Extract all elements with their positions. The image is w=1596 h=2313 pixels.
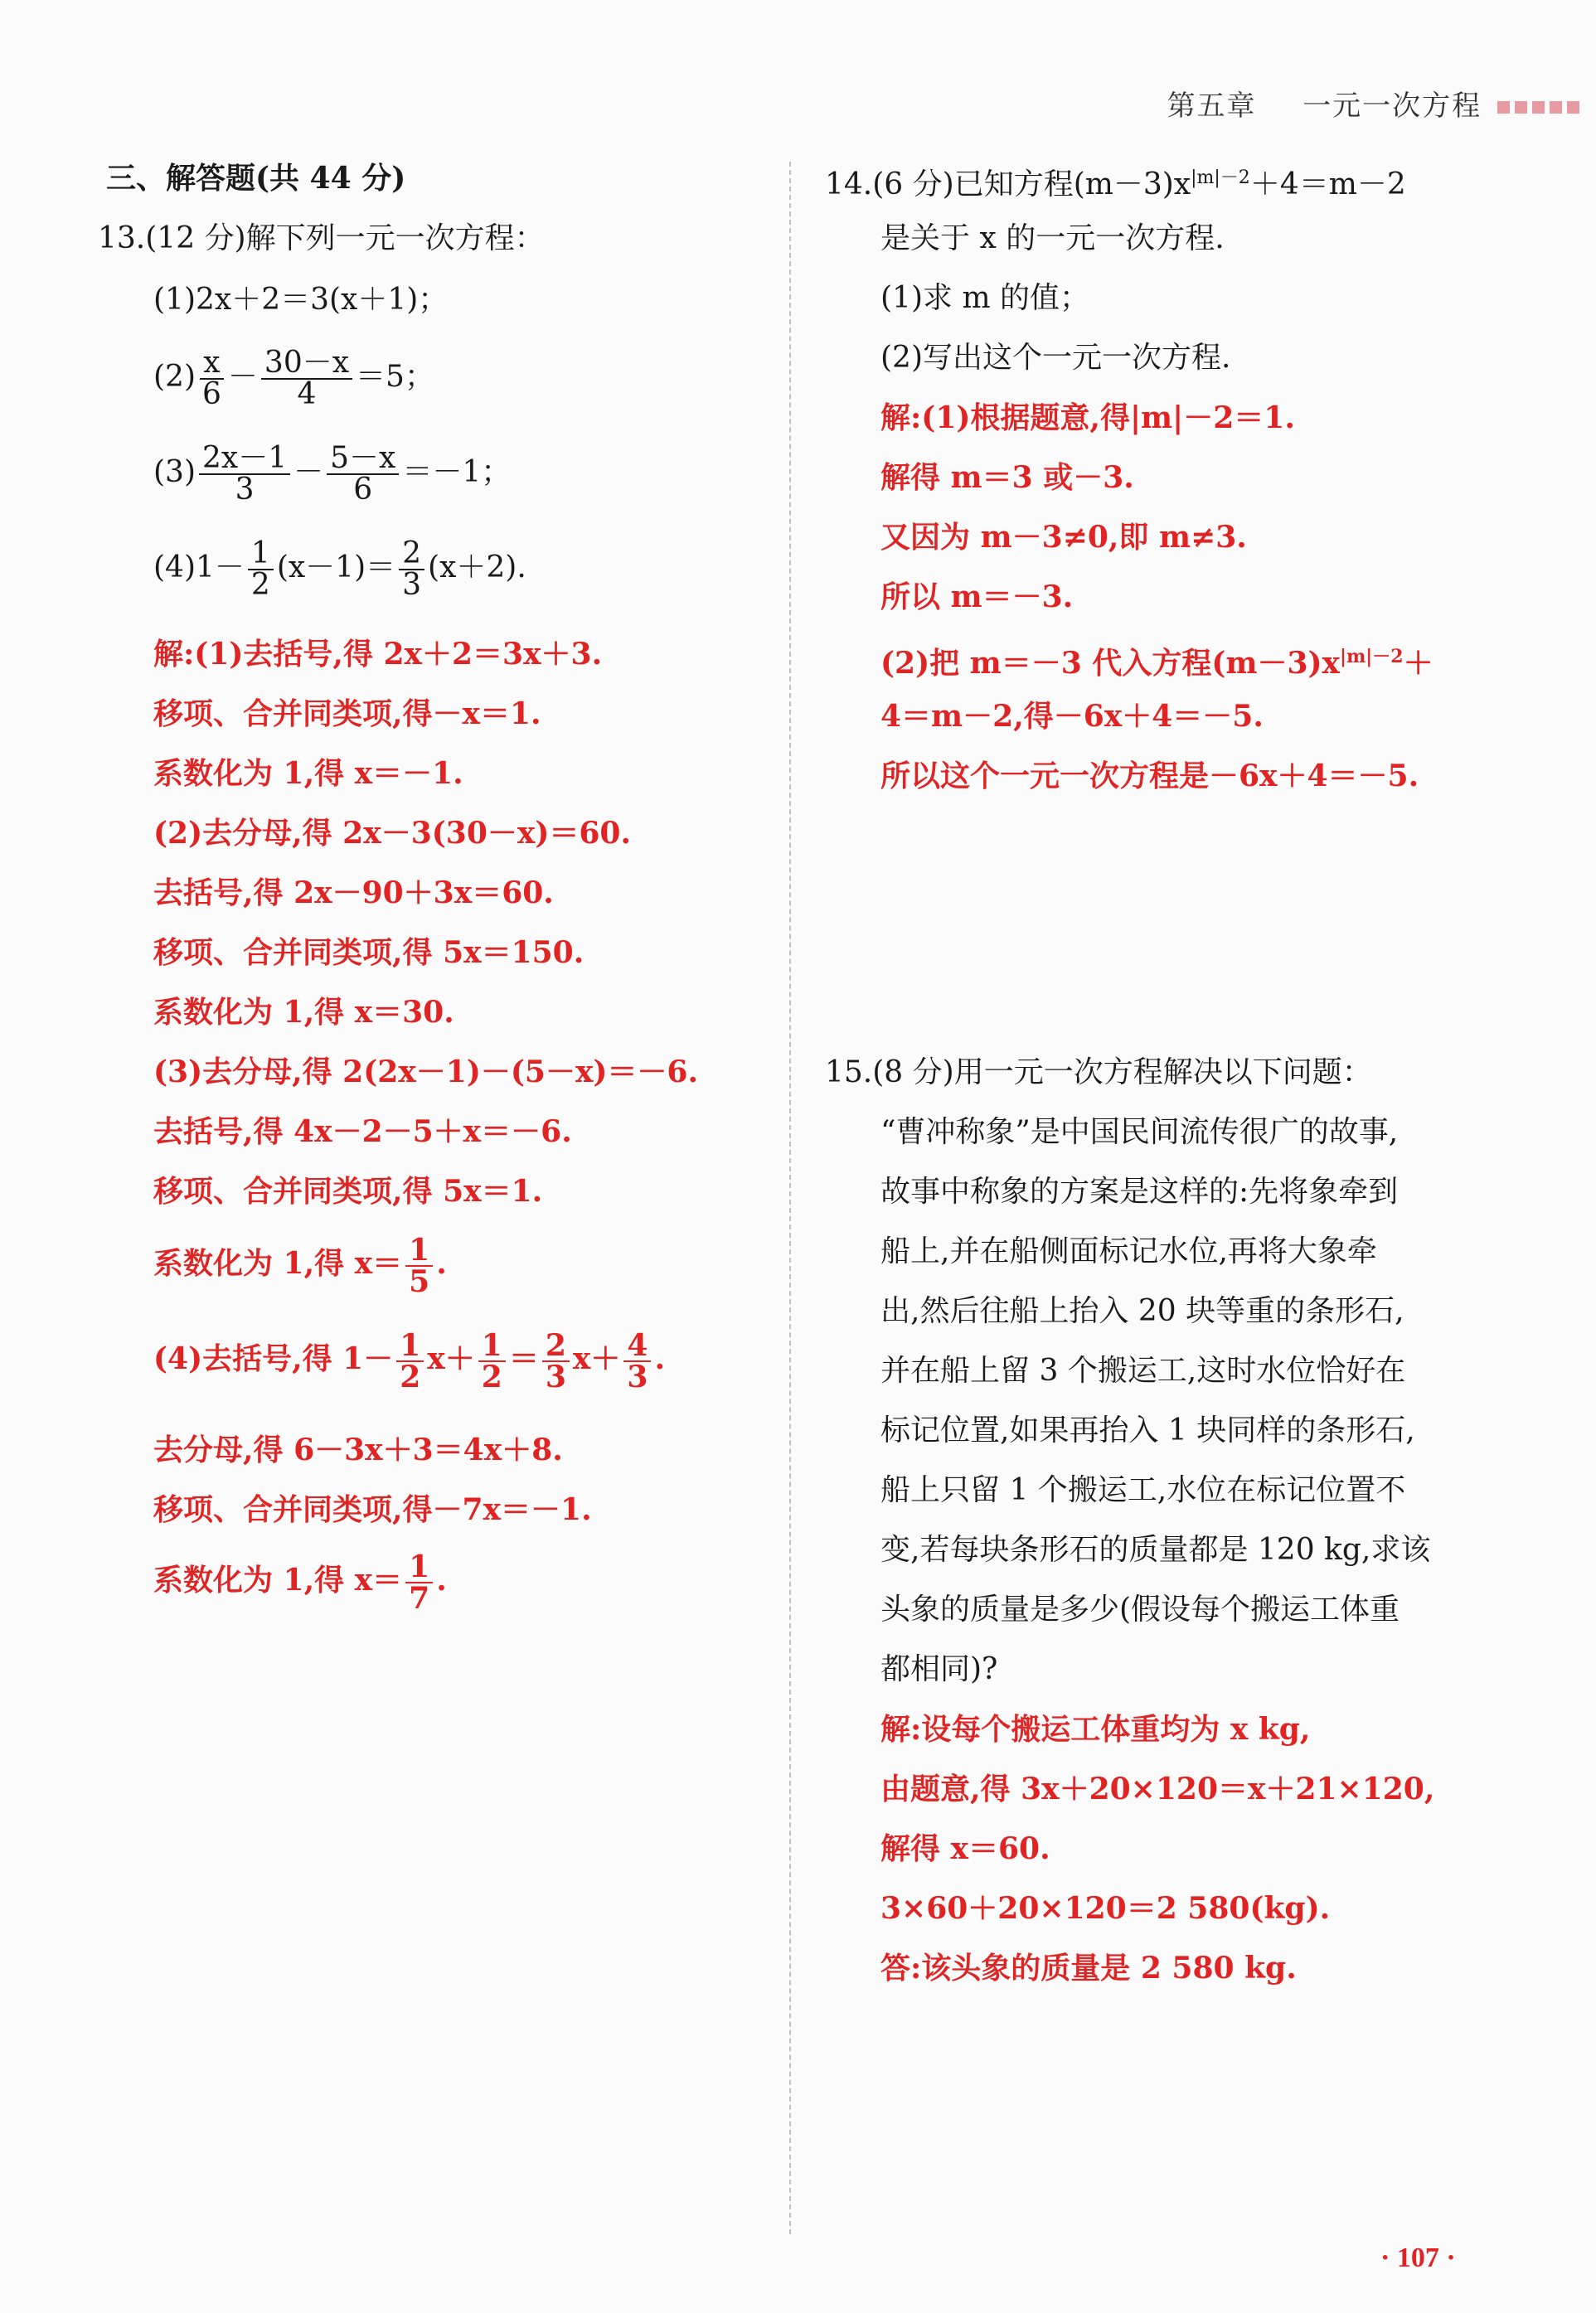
q15-line: 船上只留 1 个搬运工,水位在标记位置不 [880,1473,1406,1507]
solution-text: 系数化为 1,得 x＝ [153,1563,403,1598]
q15-sol-1: 解:设每个搬运工体重均为 x kg, [880,1712,1311,1747]
numerator: x [200,348,223,380]
denominator: 2 [400,1360,421,1394]
tail: ＝－1； [402,455,512,489]
denominator: 2 [481,1360,502,1394]
tail: ＝5； [356,360,434,394]
q15-sol-4: 3×60＋20×120＝2 580(kg). [880,1891,1331,1926]
solution-text: (4)去括号,得 1－ [153,1341,394,1376]
denominator: 3 [235,473,255,507]
q13-sol-12 [153,1328,665,1394]
solution-text: ＋ [1403,646,1433,681]
q13-part2 [153,348,434,410]
denominator: 3 [627,1360,648,1394]
fraction [405,1235,433,1297]
fraction [327,441,399,507]
fraction [199,348,225,410]
q13-sol-7: 系数化为 1,得 x＝30. [153,995,454,1030]
fraction [542,1328,570,1394]
chapter-label: 第五章 [1167,90,1257,123]
q13-part1: (1)2x＋2＝3(x＋1)； [153,283,449,317]
operator: － [293,455,324,489]
numerator: 1 [405,1235,433,1267]
decor-square [1532,101,1545,114]
denominator: 7 [409,1581,430,1616]
q13-sol-3: 系数化为 1,得 x＝－1. [153,756,463,791]
exponent: |m|－2 [1191,167,1250,188]
expression: x＋ [572,1341,621,1376]
fraction [396,1328,424,1394]
q15-sol-3: 解得 x＝60. [880,1831,1050,1866]
q15-line: 船上,并在船侧面标记水位,再将大象牵 [880,1234,1377,1268]
denominator: 6 [353,473,373,507]
solution-text: 系数化为 1,得 x＝ [153,1246,403,1281]
q13-sol-1: 解:(1)去括号,得 2x＋2＝3x＋3. [153,637,603,672]
fraction [399,536,424,602]
page-number: · 107 · [1380,2243,1456,2273]
q15-line: 标记位置,如果再抬入 1 块同样的条形石, [880,1414,1415,1447]
q14-line4: (2)写出这个一元一次方程. [880,341,1231,375]
q14-sol-3: 又因为 m－3≠0,即 m≠3. [880,520,1247,555]
q15-line: 头象的质量是多少(假设每个搬运工体重 [880,1593,1400,1627]
q14-line2: 是关于 x 的一元一次方程. [880,221,1225,255]
q14-line3: (1)求 m 的值； [880,281,1090,315]
exponent: |m|－2 [1340,646,1404,667]
numerator: 2x－1 [199,444,290,475]
fraction [261,348,352,410]
denominator: 5 [409,1264,430,1299]
q15-line: 出,然后往船上抬入 20 块等重的条形石, [880,1294,1404,1328]
q13-sol-2: 移项、合并同类项,得－x＝1. [153,696,541,731]
q15-line: 故事中称象的方案是这样的:先将象牵到 [880,1175,1399,1209]
numerator: 5－x [327,444,399,475]
chapter-header [1167,83,1579,124]
q14-sol-6: 4＝m－2,得－6x＋4＝－5. [880,699,1264,734]
numerator: 1 [478,1331,506,1362]
fraction [248,536,274,602]
decor-square [1515,101,1527,114]
fraction [478,1328,506,1394]
stem-text: 14.(6 分)已知方程(m－3)x [825,167,1191,201]
q13-sol-8: (3)去分母,得 2(2x－1)－(5－x)＝－6. [153,1055,699,1089]
solution-text: (2)把 m＝－3 代入方程(m－3)x [880,646,1340,681]
denominator: 3 [402,568,422,602]
q15-line: “曹冲称象”是中国民间流传很广的故事, [880,1115,1399,1149]
q13-sol-6: 移项、合并同类项,得 5x＝150. [153,935,585,970]
fraction [623,1328,651,1394]
tail: . [436,1563,447,1598]
q13-sol-5: 去括号,得 2x－90＋3x＝60. [153,875,554,910]
numerator: 2 [542,1331,570,1362]
q14-stem [825,160,1406,203]
part-label: (2) [153,360,196,394]
fraction [405,1549,433,1616]
part-label: (4)1－ [153,550,245,584]
operator: － [227,360,258,394]
q15-line: 并在船上留 3 个搬运工,这时水位恰好在 [880,1354,1406,1388]
denominator: 3 [545,1360,566,1394]
tail: (x＋2). [428,550,526,584]
denominator: 6 [202,377,221,411]
q13-sol-4: (2)去分母,得 2x－3(30－x)＝60. [153,816,632,851]
q13-sol-9: 去括号,得 4x－2－5＋x＝－6. [153,1114,572,1149]
fraction [199,441,290,507]
q15-sol-5: 答:该头象的质量是 2 580 kg. [880,1951,1297,1986]
q13-part4 [153,536,526,602]
q14-sol-1: 解:(1)根据题意,得|m|－2＝1. [880,400,1295,435]
q13-sol-14: 移项、合并同类项,得－7x＝－1. [153,1492,592,1527]
expression: ＝ [508,1341,539,1376]
q15-stem: 15.(8 分)用一元一次方程解决以下问题： [825,1055,1372,1089]
q13-stem: 13.(12 分)解下列一元一次方程： [98,221,545,255]
numerator: 1 [248,539,274,570]
q13-sol-10: 移项、合并同类项,得 5x＝1. [153,1174,543,1209]
numerator: 4 [623,1331,651,1362]
numerator: 30－x [261,348,352,380]
numerator: 1 [405,1552,433,1583]
tail: . [436,1246,447,1281]
q13-sol-13: 去分母,得 6－3x＋3＝4x＋8. [153,1433,563,1467]
section-title: 三、解答题(共 44 分) [106,161,406,196]
stem-text: ＋4＝m－2 [1249,167,1406,201]
q14-sol-5 [880,638,1433,681]
numerator: 2 [399,539,424,570]
q15-line: 都相同)? [880,1652,998,1686]
decor-square [1550,101,1562,114]
chapter-title: 一元一次方程 [1303,90,1482,123]
q13-sol-11 [153,1235,447,1297]
numerator: 1 [396,1331,424,1362]
q14-sol-2: 解得 m＝3 或－3. [880,460,1134,495]
q15-line: 变,若每块条形石的质量都是 120 kg,求该 [880,1533,1431,1567]
denominator: 2 [250,568,270,602]
q14-sol-7: 所以这个一元一次方程是－6x＋4＝－5. [880,759,1419,793]
decor-square [1497,101,1510,114]
q13-sol-15 [153,1549,447,1616]
expression: x＋ [427,1341,475,1376]
denominator: 4 [297,377,317,411]
expression: (x－1)＝ [276,550,396,584]
q15-sol-2: 由题意,得 3x＋20×120＝x＋21×120, [880,1772,1435,1806]
part-label: (3) [153,455,196,489]
q13-part3 [153,441,512,507]
q14-sol-4: 所以 m＝－3. [880,579,1074,614]
column-divider [789,162,791,2234]
tail: . [654,1341,665,1376]
decor-square [1567,101,1579,114]
